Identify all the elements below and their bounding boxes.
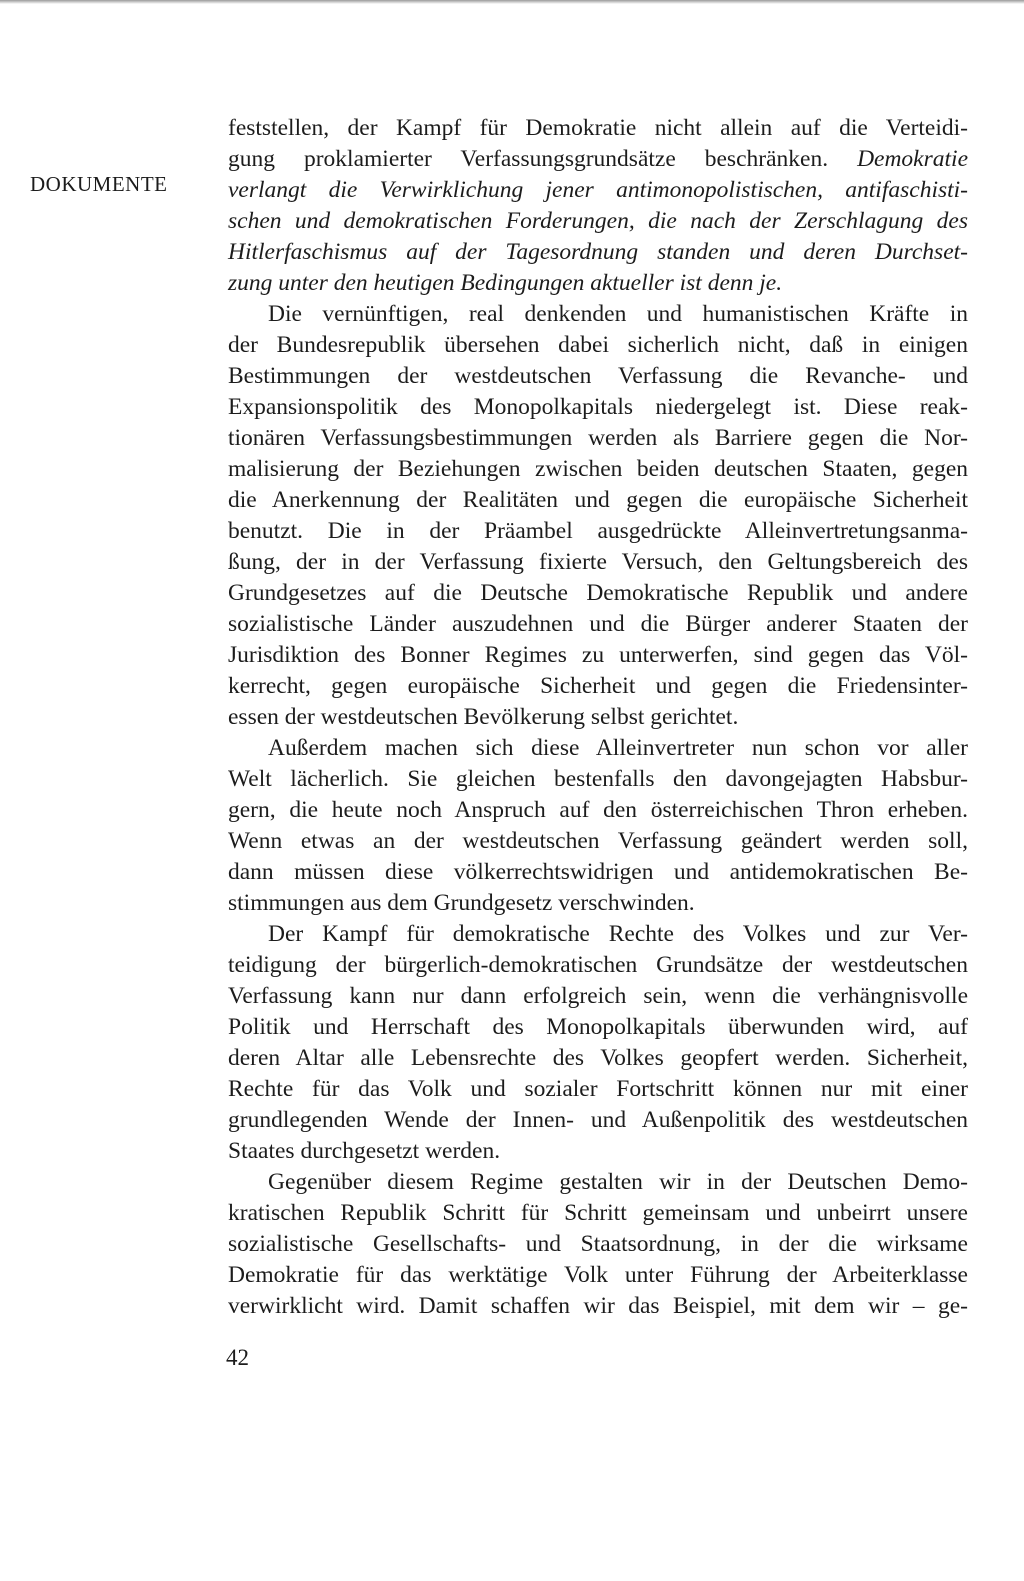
- text-line: [228, 485, 968, 516]
- text-line: [228, 423, 968, 454]
- text-line: [228, 733, 968, 764]
- text-segment: sozialistische Länder auszudehnen und die Bürger anderer Staaten der: [228, 611, 968, 637]
- text-line: [228, 547, 968, 578]
- text-segment: deren Altar alle Lebensrechte des Volkes geopfert werden. Sicherheit,: [228, 1045, 968, 1071]
- text-line: [228, 113, 968, 144]
- text-line: [228, 1136, 968, 1167]
- text-line: [228, 454, 968, 485]
- text-line: [228, 1198, 968, 1229]
- text-segment: teidigung der bürgerlich-demokratischen Grundsätze der westdeutschen: [228, 952, 968, 978]
- text-segment: dann müssen diese völkerrechtswidrigen und antidemokratischen Be-: [228, 859, 968, 885]
- text-segment: Gegenüber diesem Regime gestalten wir in der Deutschen Demo-: [268, 1169, 968, 1195]
- text-segment: Welt lächerlich. Sie gleichen bestenfalls den davongejagten Habsbur-: [228, 766, 968, 792]
- emphasized-text: Demokratie: [857, 146, 968, 172]
- text-line: [228, 516, 968, 547]
- text-line: [228, 609, 968, 640]
- text-segment: Bestimmungen der westdeutschen Verfassung die Revanche- und: [228, 363, 968, 389]
- text-segment: der Bundesrepublik übersehen dabei sicherlich nicht, daß in einigen: [228, 332, 968, 358]
- emphasized-text: zung unter den heutigen Bedingungen aktueller ist denn je.: [228, 270, 783, 296]
- text-line: [228, 702, 968, 733]
- text-segment: feststellen, der Kampf für Demokratie nicht allein auf die Verteidi-: [228, 115, 968, 141]
- text-line: [228, 361, 968, 392]
- text-line: [228, 1291, 968, 1322]
- emphasized-text: verlangt die Verwirklichung jener antimonopolistischen, antifaschisti-: [228, 177, 968, 203]
- text-segment: gung proklamierter Verfassungsgrundsätze beschränken.: [228, 146, 858, 172]
- text-line: [228, 795, 968, 826]
- text-line: [228, 919, 968, 950]
- text-segment: Rechte für das Volk und sozialer Fortschritt können nur mit einer: [228, 1076, 968, 1102]
- text-segment: stimmungen aus dem Grundgesetz verschwinden.: [228, 890, 695, 916]
- text-line: [228, 1012, 968, 1043]
- text-segment: Verfassung kann nur dann erfolgreich sein, wenn die verhängnisvolle: [228, 983, 968, 1009]
- text-segment: gern, die heute noch Anspruch auf den österreichischen Thron erheben.: [228, 797, 968, 823]
- body-text: [228, 113, 968, 1322]
- text-segment: verwirklicht wird. Damit schaffen wir das Beispiel, mit dem wir – ge-: [228, 1293, 968, 1319]
- text-segment: essen der westdeutschen Bevölkerung selbst gerichtet.: [228, 704, 739, 730]
- text-line: [228, 392, 968, 423]
- page-number: 42: [226, 1345, 249, 1370]
- text-line: [228, 175, 968, 206]
- text-segment: Demokratie für das werktätige Volk unter Führung der Arbeiterklasse: [228, 1262, 968, 1288]
- text-segment: Außerdem machen sich diese Alleinvertreter nun schon vor aller: [268, 735, 968, 761]
- text-segment: benutzt. Die in der Präambel ausgedrückte Alleinvertretungsanma-: [228, 518, 968, 544]
- text-segment: kerrecht, gegen europäische Sicherheit und gegen die Friedensinter-: [228, 673, 968, 699]
- text-line: [228, 1105, 968, 1136]
- text-line: [228, 764, 968, 795]
- text-line: [228, 299, 968, 330]
- text-line: [228, 237, 968, 268]
- text-line: [228, 857, 968, 888]
- emphasized-text: schen und demokratischen Forderungen, die nach der Zerschlagung des: [228, 208, 968, 234]
- text-line: [228, 981, 968, 1012]
- text-line: [228, 640, 968, 671]
- text-line: [228, 1260, 968, 1291]
- text-segment: Wenn etwas an der westdeutschen Verfassung geändert werden soll,: [228, 828, 968, 854]
- text-segment: grundlegenden Wende der Innen- und Außenpolitik des westdeutschen: [228, 1107, 968, 1133]
- text-segment: sozialistische Gesellschafts- und Staatsordnung, in der die wirksame: [228, 1231, 968, 1257]
- text-line: [228, 1043, 968, 1074]
- text-segment: Grundgesetzes auf die Deutsche Demokratische Republik und andere: [228, 580, 968, 606]
- text-line: [228, 206, 968, 237]
- text-line: [228, 1167, 968, 1198]
- text-segment: kratischen Republik Schritt für Schritt gemeinsam und unbeirrt unsere: [228, 1200, 968, 1226]
- text-line: [228, 826, 968, 857]
- text-line: [228, 888, 968, 919]
- scan-top-edge: [0, 0, 1024, 4]
- emphasized-text: Hitlerfaschismus auf der Tagesordnung standen und deren Durchset-: [228, 239, 968, 265]
- text-line: [228, 671, 968, 702]
- text-segment: die Anerkennung der Realitäten und gegen die europäische Sicherheit: [228, 487, 968, 513]
- text-segment: malisierung der Beziehungen zwischen beiden deutschen Staaten, gegen: [228, 456, 968, 482]
- text-segment: Die vernünftigen, real denkenden und humanistischen Kräfte in: [268, 301, 968, 327]
- text-line: [228, 268, 968, 299]
- text-line: [228, 950, 968, 981]
- text-segment: Politik und Herrschaft des Monopolkapitals überwunden wird, auf: [228, 1014, 968, 1040]
- text-line: [228, 578, 968, 609]
- text-line: [228, 144, 968, 175]
- text-line: [228, 330, 968, 361]
- text-segment: Staates durchgesetzt werden.: [228, 1138, 501, 1164]
- text-segment: Der Kampf für demokratische Rechte des Volkes und zur Ver-: [268, 921, 968, 947]
- text-segment: tionären Verfassungsbestimmungen werden als Barriere gegen die Nor-: [228, 425, 968, 451]
- margin-section-label: DOKUMENTE: [30, 172, 168, 196]
- text-segment: ßung, der in der Verfassung fixierte Versuch, den Geltungsbereich des: [228, 549, 968, 575]
- text-line: [228, 1074, 968, 1105]
- text-segment: Jurisdiktion des Bonner Regimes zu unterwerfen, sind gegen das Völ-: [228, 642, 968, 668]
- text-line: [228, 1229, 968, 1260]
- text-segment: Expansionspolitik des Monopolkapitals niedergelegt ist. Diese reak-: [228, 394, 968, 420]
